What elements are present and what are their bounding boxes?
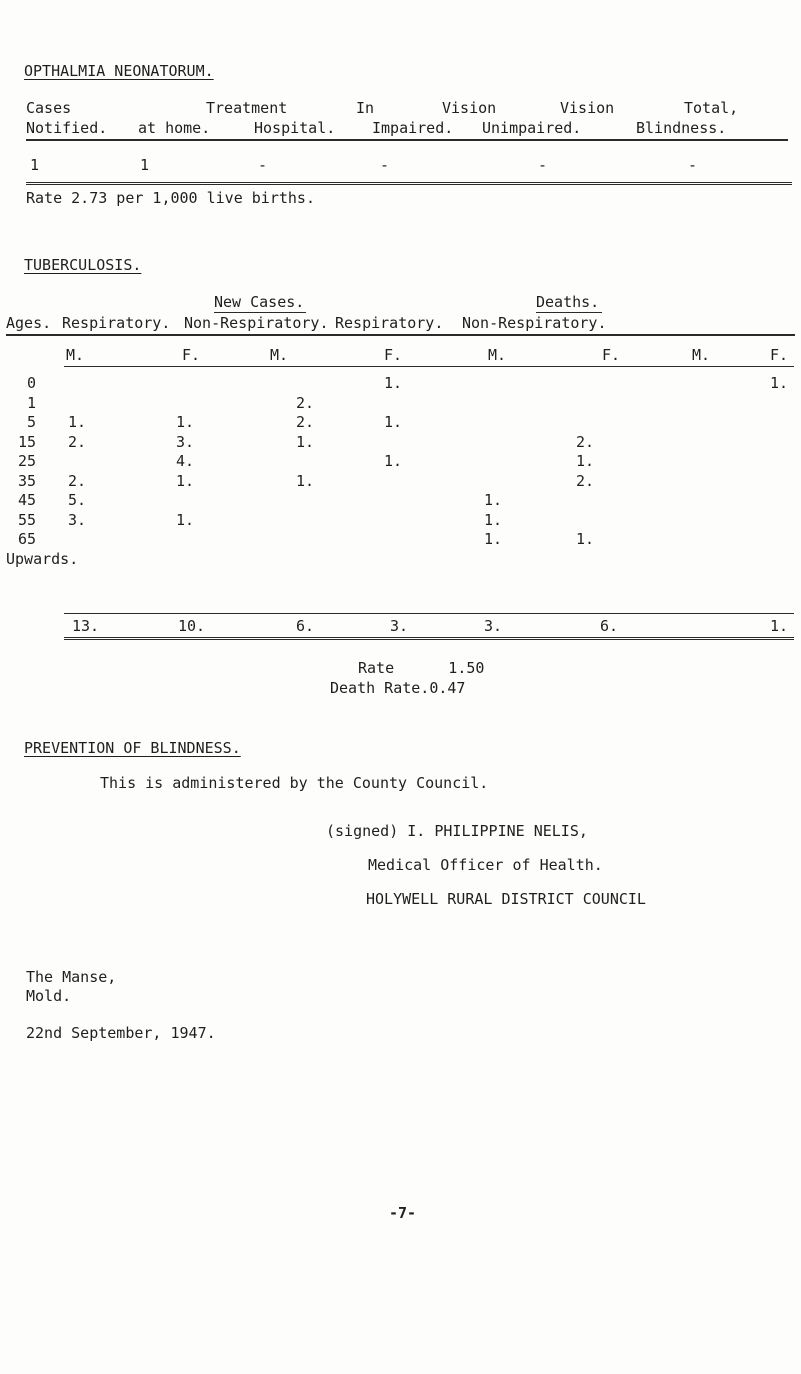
tb-header-new-non-respiratory: Non-Respiratory. (184, 314, 329, 332)
tb-cell: 1. (484, 491, 503, 509)
ophthalmia-header-vision-1: Vision (442, 99, 497, 117)
tb-death-rate: Death Rate.0.47 (330, 679, 466, 697)
tb-totals-rule-top (64, 613, 794, 614)
tb-cell: 1. (484, 530, 503, 548)
tb-cell: 1. (484, 510, 503, 529)
tb-age-label: 35 (17, 471, 36, 490)
tb-sex-m-new-nonresp: M. (270, 346, 289, 364)
tb-cell: 1. (770, 374, 789, 392)
tb-age-label: 0 (26, 374, 36, 392)
tb-sex-f-new-nonresp: F. (384, 346, 403, 364)
tuberculosis-heading: TUBERCULOSIS. (24, 256, 142, 274)
tb-total-cell: 3. (390, 617, 409, 635)
tb-header-death-non-respiratory: Non-Respiratory. (462, 314, 607, 332)
tb-cell: 3. (176, 432, 195, 451)
ophthalmia-header-in: In (356, 99, 375, 117)
tb-cell: 1. (576, 452, 595, 470)
ophthalmia-value-unimpaired: - (538, 156, 548, 174)
tb-age-label: Upwards. (6, 549, 79, 568)
tb-age-label: 25 (17, 452, 36, 470)
tb-sex-f-new-resp: F. (182, 346, 201, 364)
tb-age-label: 15 (17, 432, 36, 451)
tb-cell: 2. (68, 471, 87, 490)
tb-cell: 2. (576, 432, 595, 451)
tb-sex-m-death-nonresp: M. (692, 346, 711, 364)
prevention-heading: PREVENTION OF BLINDNESS. (24, 739, 241, 757)
tb-header-new-respiratory: Respiratory. (62, 314, 171, 332)
tb-age-label: 45 (17, 491, 36, 509)
ophthalmia-rate: Rate 2.73 per 1,000 live births. (26, 189, 315, 207)
ophthalmia-header-notified: Notified. (26, 119, 108, 137)
tb-sex-rule (64, 366, 794, 367)
ophthalmia-header-at-home: at home. (138, 119, 211, 137)
tb-cell: 1. (296, 471, 315, 490)
ophthalmia-header-cases: Cases (26, 99, 72, 117)
tb-group-new-cases: New Cases. (214, 293, 305, 311)
tb-cell: 1. (176, 471, 195, 490)
ophthalmia-heading: OPTHALMIA NEONATORUM. (24, 62, 214, 80)
tb-cell: 1. (296, 432, 315, 451)
address-line-2: Mold. (26, 987, 72, 1005)
ophthalmia-header-rule (26, 139, 788, 141)
report-date: 22nd September, 1947. (26, 1024, 216, 1042)
signature-council: HOLYWELL RURAL DISTRICT COUNCIL (366, 890, 646, 908)
tb-cell: 1. (384, 413, 403, 431)
tb-subheader-rule (6, 334, 795, 336)
tb-rate: Rate 1.50 (358, 659, 485, 677)
ophthalmia-value-impaired: - (380, 156, 390, 174)
ophthalmia-value-blindness: - (688, 156, 698, 174)
tb-header-death-respiratory: Respiratory. (335, 314, 444, 332)
tb-cell: 2. (296, 393, 315, 412)
signature-title: Medical Officer of Health. (368, 856, 603, 874)
tb-sex-f-death-nonresp: F. (770, 346, 789, 364)
tb-header-ages: Ages. (6, 314, 52, 332)
tb-sex-m-death-resp: M. (488, 346, 507, 364)
tb-cell: 1. (176, 413, 195, 431)
tb-cell: 1. (576, 530, 595, 548)
tb-age-label: 5 (26, 413, 36, 431)
tb-total-cell: 13. (72, 617, 100, 635)
signature-name: (signed) I. PHILIPPINE NELIS, (326, 822, 588, 840)
ophthalmia-header-impaired: Impaired. (372, 119, 454, 137)
tb-cell: 3. (68, 510, 87, 529)
tb-cell: 1. (176, 510, 195, 529)
prevention-text: This is administered by the County Council. (100, 774, 489, 792)
tb-totals-rule-bottom (64, 637, 794, 640)
ophthalmia-bottom-rule (26, 182, 792, 185)
page-number: -7- (389, 1204, 417, 1222)
ophthalmia-value-home: 1 (140, 156, 150, 174)
ophthalmia-header-unimpaired: Unimpaired. (482, 119, 582, 137)
tb-cell: 2. (576, 471, 595, 490)
tb-total-cell: 1. (770, 617, 789, 635)
tb-cell: 4. (176, 452, 195, 470)
ophthalmia-header-blindness: Blindness. (636, 119, 727, 137)
tb-total-cell: 3. (484, 617, 503, 635)
ophthalmia-value-hospital: - (258, 156, 268, 174)
tb-age-label: 65 (17, 530, 36, 548)
tb-group-new-cases-rule (214, 312, 306, 313)
tb-cell: 5. (68, 491, 87, 509)
ophthalmia-value-cases: 1 (30, 156, 40, 174)
tb-total-cell: 6. (600, 617, 619, 635)
tb-cell: 1. (384, 374, 403, 392)
tb-sex-m-new-resp: M. (66, 346, 85, 364)
tb-sex-f-death-resp: F. (602, 346, 621, 364)
tb-cell: 2. (296, 413, 315, 431)
ophthalmia-header-vision-2: Vision (560, 99, 615, 117)
address-line-1: The Manse, (26, 968, 117, 986)
tb-age-label: 55 (17, 510, 36, 529)
ophthalmia-header-hospital: Hospital. (254, 119, 336, 137)
ophthalmia-header-total: Total, (684, 99, 739, 117)
tb-group-deaths: Deaths. (536, 293, 600, 311)
ophthalmia-header-treatment: Treatment (206, 99, 288, 117)
tb-cell: 2. (68, 432, 87, 451)
tb-total-cell: 6. (296, 617, 315, 635)
tb-age-label: 1 (26, 393, 36, 412)
tb-total-cell: 10. (178, 617, 206, 635)
tb-cell: 1. (68, 413, 87, 431)
tb-group-deaths-rule (536, 312, 602, 313)
tb-cell: 1. (384, 452, 403, 470)
